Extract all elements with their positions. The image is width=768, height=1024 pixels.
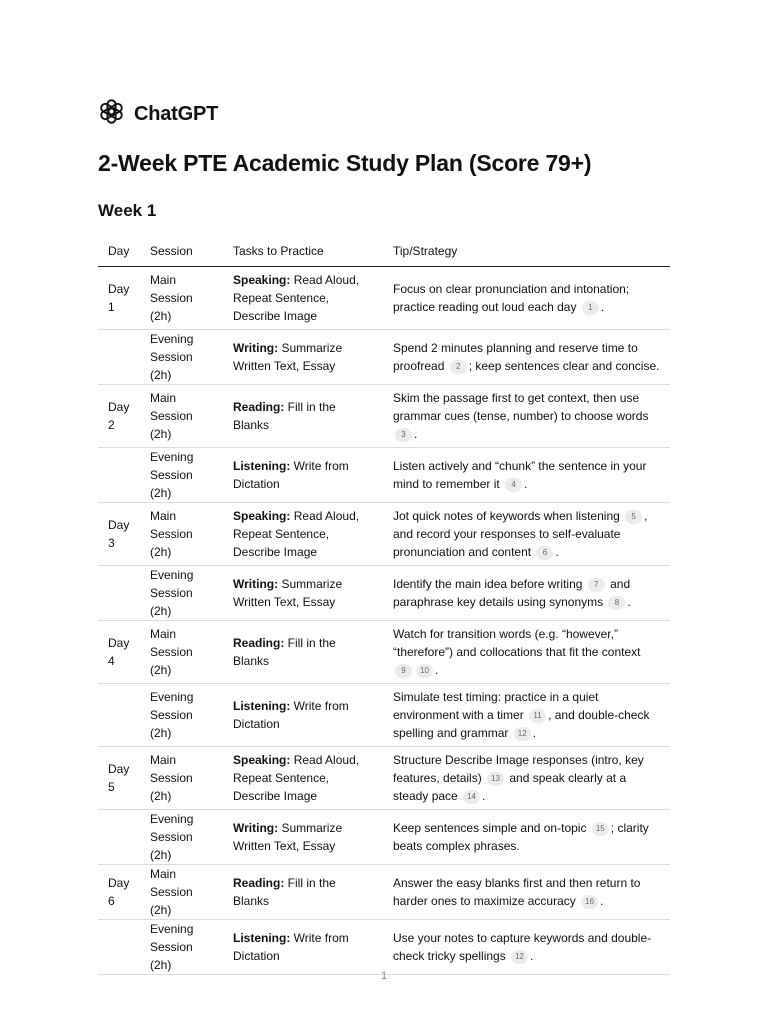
cell-tip	[383, 810, 670, 865]
cell-day: Day 5	[98, 747, 140, 810]
citation-badge[interactable]: 3	[395, 428, 412, 442]
task-items: Write from Dictation	[233, 459, 349, 491]
citation-badge[interactable]: 12	[514, 727, 531, 741]
cell-day	[98, 448, 140, 503]
cell-task	[223, 385, 383, 448]
brand-header	[98, 100, 218, 128]
task-category: Speaking:	[233, 509, 291, 523]
tip-text: Focus on clear pronunciation and intonation; practice reading out loud each day	[393, 282, 630, 314]
tip-text: .	[482, 789, 486, 803]
cell-session: Main Session (2h)	[140, 747, 223, 810]
cell-day: Day 1	[98, 267, 140, 330]
cell-tip	[383, 920, 670, 975]
tip-text: Simulate test timing: practice in a quiet environment with a timer	[393, 690, 599, 722]
cell-day: Day 6	[98, 865, 140, 920]
cell-tip	[383, 566, 670, 621]
tip-text: ; keep sentences clear and concise.	[468, 359, 660, 373]
cell-day	[98, 920, 140, 975]
tip-text: .	[414, 427, 418, 441]
tip-text: Keep sentences simple and on-topic	[393, 821, 590, 835]
cell-day	[98, 330, 140, 385]
cell-day	[98, 810, 140, 865]
table-row	[98, 865, 670, 920]
header-tip: Tip/Strategy	[383, 236, 670, 267]
cell-session: Evening Session (2h)	[140, 810, 223, 865]
task-category: Writing:	[233, 341, 279, 355]
brand-name: ChatGPT	[134, 102, 219, 125]
week-heading: Week 1	[98, 201, 157, 220]
cell-tip	[383, 865, 670, 920]
cell-task	[223, 920, 383, 975]
cell-session: Evening Session (2h)	[140, 566, 223, 621]
cell-task	[223, 810, 383, 865]
tip-text: ; clarity beats complex phrases.	[393, 821, 649, 853]
tip-text: .	[435, 663, 439, 677]
tip-text: .	[532, 726, 537, 740]
cell-day	[98, 566, 140, 621]
cell-task	[223, 566, 383, 621]
table-row	[98, 920, 670, 975]
citation-badge[interactable]: 15	[592, 822, 609, 836]
task-category: Reading:	[233, 636, 285, 650]
citation-badge[interactable]: 13	[487, 772, 504, 786]
cell-task	[223, 503, 383, 566]
task-items: Read Aloud, Repeat Sentence, Describe Image	[233, 273, 360, 323]
tip-text: Jot quick notes of keywords when listening	[393, 509, 624, 523]
task-category: Reading:	[233, 400, 285, 414]
task-items: Read Aloud, Repeat Sentence, Describe Image	[233, 509, 360, 559]
tip-text: Skim the passage first to get context, then use grammar cues (tense, number) to choose words	[393, 391, 649, 423]
cell-tip	[383, 621, 670, 684]
table-row	[98, 810, 670, 865]
citation-badge[interactable]: 6	[536, 546, 553, 560]
cell-task	[223, 267, 383, 330]
header-session: Session	[140, 236, 223, 267]
table-row	[98, 385, 670, 448]
cell-day: Day 3	[98, 503, 140, 566]
task-items: Read Aloud, Repeat Sentence, Describe Image	[233, 753, 360, 803]
header-tasks: Tasks to Practice	[223, 236, 383, 267]
document-title: 2-Week PTE Academic Study Plan (Score 79+)	[98, 150, 592, 176]
citation-badge[interactable]: 14	[463, 790, 480, 804]
citation-badge[interactable]: 8	[608, 596, 625, 610]
task-items: Write from Dictation	[233, 699, 349, 731]
tip-text: .	[600, 894, 604, 908]
task-category: Listening:	[233, 931, 291, 945]
citation-badge[interactable]: 16	[581, 895, 598, 909]
cell-task	[223, 747, 383, 810]
cell-tip	[383, 747, 670, 810]
cell-session: Main Session (2h)	[140, 503, 223, 566]
cell-session: Main Session (2h)	[140, 621, 223, 684]
table-row	[98, 448, 670, 503]
task-items: Summarize Written Text, Essay	[233, 341, 343, 373]
cell-day	[98, 684, 140, 747]
table-row	[98, 330, 670, 385]
cell-session: Evening Session (2h)	[140, 448, 223, 503]
citation-badge[interactable]: 12	[511, 950, 528, 964]
citation-badge[interactable]: 9	[395, 664, 412, 678]
task-items: Write from Dictation	[233, 931, 349, 963]
table-body	[98, 267, 670, 975]
task-items: Fill in the Blanks	[233, 400, 336, 432]
task-category: Listening:	[233, 699, 291, 713]
tip-text: .	[627, 595, 631, 609]
page-number: 1	[380, 970, 388, 982]
cell-session: Main Session (2h)	[140, 267, 223, 330]
task-category: Listening:	[233, 459, 291, 473]
citation-badge[interactable]: 2	[450, 360, 467, 374]
cell-tip	[383, 385, 670, 448]
task-category: Reading:	[233, 876, 285, 890]
table-row	[98, 267, 670, 330]
tip-text: .	[600, 300, 605, 314]
tip-text: Answer the easy blanks first and then return to harder ones to maximize accuracy	[393, 876, 641, 908]
tip-text: .	[530, 949, 534, 963]
tip-text: Watch for transition words (e.g. “however,” “therefore”) and collocations that fit the context	[393, 627, 641, 659]
cell-task	[223, 865, 383, 920]
task-category: Writing:	[233, 821, 279, 835]
tip-text: .	[524, 477, 528, 491]
cell-day: Day 4	[98, 621, 140, 684]
cell-tip	[383, 448, 670, 503]
cell-session: Main Session (2h)	[140, 865, 223, 920]
table-header-row	[98, 236, 670, 267]
tip-text: Spend 2 minutes planning and reserve time to proofread	[393, 341, 638, 373]
tip-text: Use your notes to capture keywords and double-check tricky spellings	[393, 931, 652, 963]
cell-tip	[383, 503, 670, 566]
cell-tip	[383, 330, 670, 385]
tip-text: and speak clearly at a steady pace	[393, 771, 627, 803]
table-row	[98, 503, 670, 566]
citation-badge[interactable]: 4	[505, 478, 522, 492]
cell-session: Evening Session (2h)	[140, 330, 223, 385]
tip-text: , and double-check spelling and grammar	[393, 708, 650, 740]
citation-badge[interactable]: 1	[582, 301, 599, 315]
tip-text: .	[555, 545, 559, 559]
cell-session: Evening Session (2h)	[140, 684, 223, 747]
cell-session: Main Session (2h)	[140, 385, 223, 448]
cell-day: Day 2	[98, 385, 140, 448]
table-row	[98, 621, 670, 684]
task-category: Speaking:	[233, 273, 291, 287]
openai-knot-icon	[98, 98, 125, 130]
task-items: Summarize Written Text, Essay	[233, 821, 343, 853]
cell-task	[223, 448, 383, 503]
header-day: Day	[98, 236, 140, 267]
cell-task	[223, 684, 383, 747]
cell-task	[223, 621, 383, 684]
task-items: Fill in the Blanks	[233, 636, 336, 668]
cell-task	[223, 330, 383, 385]
cell-tip	[383, 267, 670, 330]
table-row	[98, 566, 670, 621]
table-row	[98, 684, 670, 747]
task-items: Fill in the Blanks	[233, 876, 336, 908]
study-plan-table	[98, 236, 670, 975]
tip-text: Identify the main idea before writing	[393, 577, 586, 591]
cell-tip	[383, 684, 670, 747]
citation-badge[interactable]: 10	[416, 664, 433, 678]
tip-text: and paraphrase key details using synonyms	[393, 577, 631, 609]
tip-text: , and record your responses to self-evaluate pronunciation and content	[393, 509, 648, 559]
table-row	[98, 747, 670, 810]
cell-session: Evening Session (2h)	[140, 920, 223, 975]
tip-text: Listen actively and “chunk” the sentence in your mind to remember it	[393, 459, 647, 491]
citation-badge[interactable]: 11	[529, 709, 546, 723]
task-category: Speaking:	[233, 753, 291, 767]
tip-text: Structure Describe Image responses (intro, key features, details)	[393, 753, 644, 785]
citation-badge[interactable]: 7	[588, 578, 605, 592]
task-category: Writing:	[233, 577, 279, 591]
task-items: Summarize Written Text, Essay	[233, 577, 343, 609]
citation-badge[interactable]: 5	[625, 510, 642, 524]
